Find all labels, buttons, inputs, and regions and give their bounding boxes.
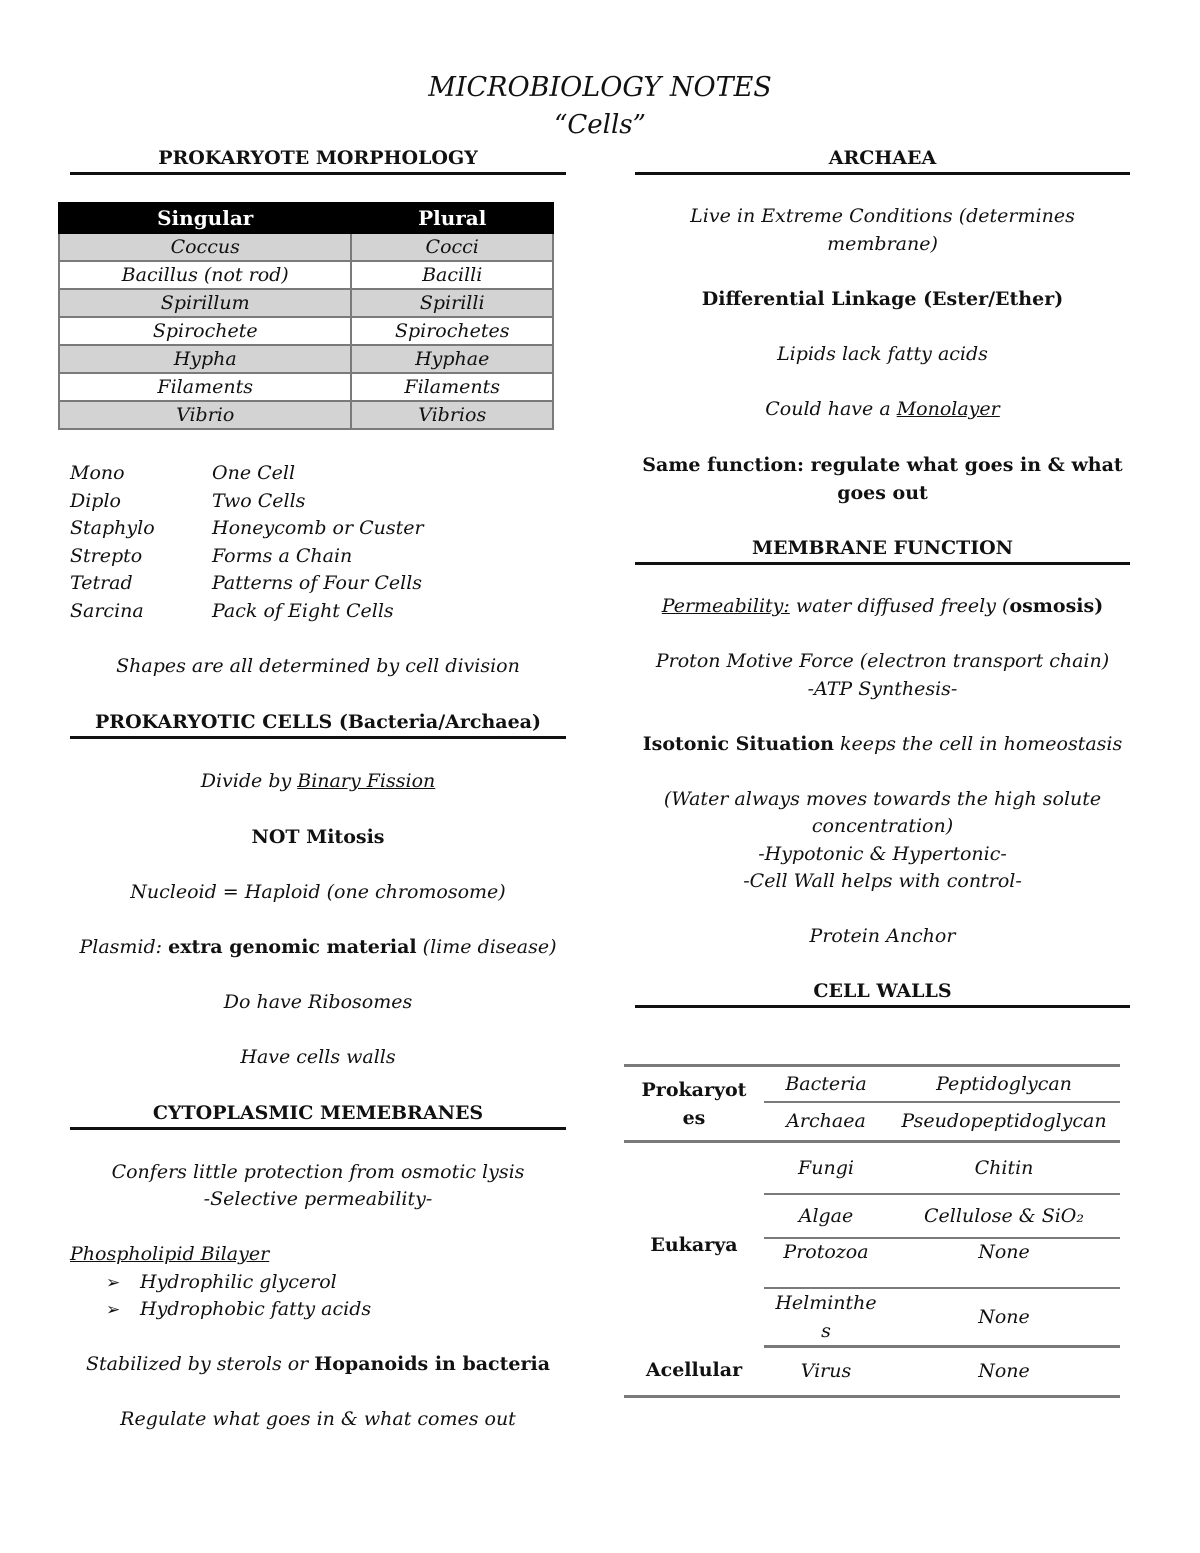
table-cell: Bacteria bbox=[764, 1066, 888, 1102]
prefix-row bbox=[70, 490, 305, 512]
stabilized-line bbox=[70, 1353, 566, 1375]
plasmid-note: (lime disease) bbox=[416, 936, 557, 958]
prefix-term: Mono bbox=[70, 462, 125, 484]
pmf-line: Proton Motive Force (electron transport chain) bbox=[655, 650, 1110, 672]
bilayer-heading: Phospholipid Bilayer bbox=[70, 1243, 270, 1265]
isotonic-line bbox=[635, 733, 1130, 755]
stabilized-text: Stabilized by sterols or bbox=[85, 1353, 315, 1375]
shapes-note: Shapes are all determined by cell division bbox=[116, 655, 520, 677]
water-line-2: concentration) bbox=[811, 815, 954, 837]
monolayer-text: Could have a bbox=[765, 398, 897, 420]
table-cell bbox=[764, 1288, 888, 1347]
table-header-row bbox=[59, 203, 553, 233]
prefix-row bbox=[70, 572, 422, 594]
prefix-meaning: Forms a Chain bbox=[212, 545, 353, 567]
table-cell: Archaea bbox=[764, 1102, 888, 1142]
same-function-line-2: goes out bbox=[837, 482, 928, 504]
column-header-plural: Plural bbox=[351, 203, 553, 233]
table-row bbox=[624, 1066, 1120, 1102]
list-item-text: Hydrophilic glycerol bbox=[140, 1271, 337, 1293]
table-cell: Hyphae bbox=[351, 345, 553, 373]
prefix-meaning: Patterns of Four Cells bbox=[212, 572, 423, 594]
prefix-term: Staphylo bbox=[70, 517, 155, 539]
group-eukarya: Eukarya bbox=[650, 1233, 738, 1256]
morphology-heading: PROKARYOTE MORPHOLOGY bbox=[70, 147, 566, 175]
not-mitosis: NOT Mitosis bbox=[251, 826, 385, 848]
table-row bbox=[59, 373, 553, 401]
table-row bbox=[59, 289, 553, 317]
table-row bbox=[59, 401, 553, 429]
osmosis-term: osmosis bbox=[1009, 595, 1095, 617]
permeability-text: water diffused freely ( bbox=[789, 595, 1010, 617]
plasmid-bold: extra genomic material bbox=[168, 936, 417, 958]
membrane-heading: MEMBRANE FUNCTION bbox=[635, 537, 1130, 565]
selective-line: -Selective permeability- bbox=[203, 1188, 433, 1210]
prefix-row bbox=[70, 600, 394, 622]
extreme-line-2: membrane) bbox=[827, 233, 938, 255]
protein-anchor-line: Protein Anchor bbox=[809, 925, 956, 947]
table-cell: Vibrios bbox=[351, 401, 553, 429]
table-cell: Algae bbox=[764, 1194, 888, 1238]
table-cell: Spirochetes bbox=[351, 317, 553, 345]
isotonic-text: keeps the cell in homeostasis bbox=[834, 733, 1123, 755]
prefix-meaning: Two Cells bbox=[212, 490, 306, 512]
arrow-bullet-icon: ➢ bbox=[106, 1300, 121, 1320]
binary-fission-term: Binary Fission bbox=[297, 770, 436, 792]
organism-label: Helminthe s bbox=[775, 1291, 877, 1342]
table-cell: Pseudopeptidoglycan bbox=[888, 1102, 1120, 1142]
table-cell: None bbox=[888, 1238, 1120, 1288]
ribosomes-line: Do have Ribosomes bbox=[223, 991, 413, 1013]
prefix-term: Tetrad bbox=[70, 572, 133, 594]
prefix-row bbox=[70, 517, 424, 539]
prefix-meaning: Honeycomb or Custer bbox=[212, 517, 424, 539]
archaea-heading: ARCHAEA bbox=[635, 147, 1130, 175]
linkage-line: Differential Linkage (Ester/Ether) bbox=[701, 288, 1064, 310]
list-item-text: Hydrophobic fatty acids bbox=[140, 1298, 372, 1320]
table-cell: Vibrio bbox=[59, 401, 351, 429]
plasmid-line bbox=[70, 936, 566, 958]
morphology-table bbox=[58, 202, 554, 430]
table-cell: Virus bbox=[800, 1360, 852, 1382]
table-cell: Filaments bbox=[59, 373, 351, 401]
lipids-line: Lipids lack fatty acids bbox=[777, 343, 988, 365]
table-cell: Spirochete bbox=[59, 317, 351, 345]
prefix-term: Strepto bbox=[70, 545, 143, 567]
group-prokaryotes bbox=[624, 1066, 764, 1142]
prefix-term: Sarcina bbox=[70, 600, 144, 622]
table-row bbox=[59, 233, 553, 261]
cell-wall-help-line: -Cell Wall helps with control- bbox=[743, 870, 1022, 892]
table-cell: Spirilli bbox=[351, 289, 553, 317]
table-cell: Coccus bbox=[59, 233, 351, 261]
cell-walls-table bbox=[624, 1064, 1120, 1398]
hypotonic-line: -Hypotonic & Hypertonic- bbox=[758, 843, 1007, 865]
water-line-1: (Water always moves towards the high solute bbox=[663, 788, 1102, 810]
table-cell: Peptidoglycan bbox=[888, 1066, 1120, 1102]
permeability-line bbox=[635, 595, 1130, 617]
prefix-term: Diplo bbox=[70, 490, 121, 512]
page-title: MICROBIOLOGY NOTES bbox=[428, 72, 772, 103]
table-cell: Filaments bbox=[351, 373, 553, 401]
table-cell: Bacilli bbox=[351, 261, 553, 289]
prokaryotic-heading: PROKARYOTIC CELLS (Bacteria/Archaea) bbox=[70, 711, 566, 739]
prefix-meaning: One Cell bbox=[212, 462, 296, 484]
arrow-bullet-icon: ➢ bbox=[106, 1273, 121, 1293]
page-subtitle: “Cells” bbox=[554, 110, 646, 140]
table-row bbox=[59, 317, 553, 345]
table-row bbox=[59, 261, 553, 289]
confers-line: Confers little protection from osmotic lysis bbox=[111, 1161, 525, 1183]
table-cell: None bbox=[978, 1360, 1030, 1382]
table-cell: Protozoa bbox=[764, 1238, 888, 1288]
monolayer-line bbox=[635, 398, 1130, 420]
prefix-row bbox=[70, 545, 352, 567]
table-cell: Hypha bbox=[59, 345, 351, 373]
table-cell: Bacillus (not rod) bbox=[59, 261, 351, 289]
extreme-line-1: Live in Extreme Conditions (determines bbox=[690, 205, 1075, 227]
plasmid-label: Plasmid: bbox=[79, 936, 169, 958]
table-cell: Cocci bbox=[351, 233, 553, 261]
table-cell: Spirillum bbox=[59, 289, 351, 317]
column-header-singular: Singular bbox=[59, 203, 351, 233]
walls-line: Have cells walls bbox=[240, 1046, 396, 1068]
table-row bbox=[59, 345, 553, 373]
divide-text: Divide by bbox=[200, 770, 298, 792]
group-label: Prokaryot es bbox=[641, 1078, 747, 1129]
monolayer-term: Monolayer bbox=[896, 398, 1000, 420]
cell-walls-heading: CELL WALLS bbox=[635, 980, 1130, 1008]
atp-line: -ATP Synthesis- bbox=[807, 678, 958, 700]
table-cell: None bbox=[888, 1288, 1120, 1347]
divide-line bbox=[70, 770, 566, 792]
table-row bbox=[624, 1142, 1120, 1194]
list-item bbox=[106, 1271, 337, 1293]
prefix-row bbox=[70, 462, 295, 484]
table-cell: Cellulose & SiO₂ bbox=[888, 1194, 1120, 1238]
table-cell: Fungi bbox=[764, 1142, 888, 1194]
list-item bbox=[106, 1298, 371, 1320]
isotonic-term: Isotonic Situation bbox=[642, 733, 834, 755]
regulate-line: Regulate what goes in & what comes out bbox=[120, 1408, 516, 1430]
cytoplasmic-heading: CYTOPLASMIC MEMEBRANES bbox=[70, 1102, 566, 1130]
paren-close: ) bbox=[1094, 595, 1104, 617]
group-acellular: Acellular bbox=[645, 1359, 743, 1382]
hopanoids-text: Hopanoids in bacteria bbox=[314, 1353, 551, 1375]
prefix-meaning: Pack of Eight Cells bbox=[212, 600, 394, 622]
table-cell: Chitin bbox=[888, 1142, 1120, 1194]
nucleoid-line: Nucleoid = Haploid (one chromosome) bbox=[130, 881, 506, 903]
table-row bbox=[624, 1346, 1120, 1396]
same-function-line-1: Same function: regulate what goes in & what bbox=[642, 454, 1123, 476]
permeability-term: Permeability: bbox=[661, 595, 790, 617]
